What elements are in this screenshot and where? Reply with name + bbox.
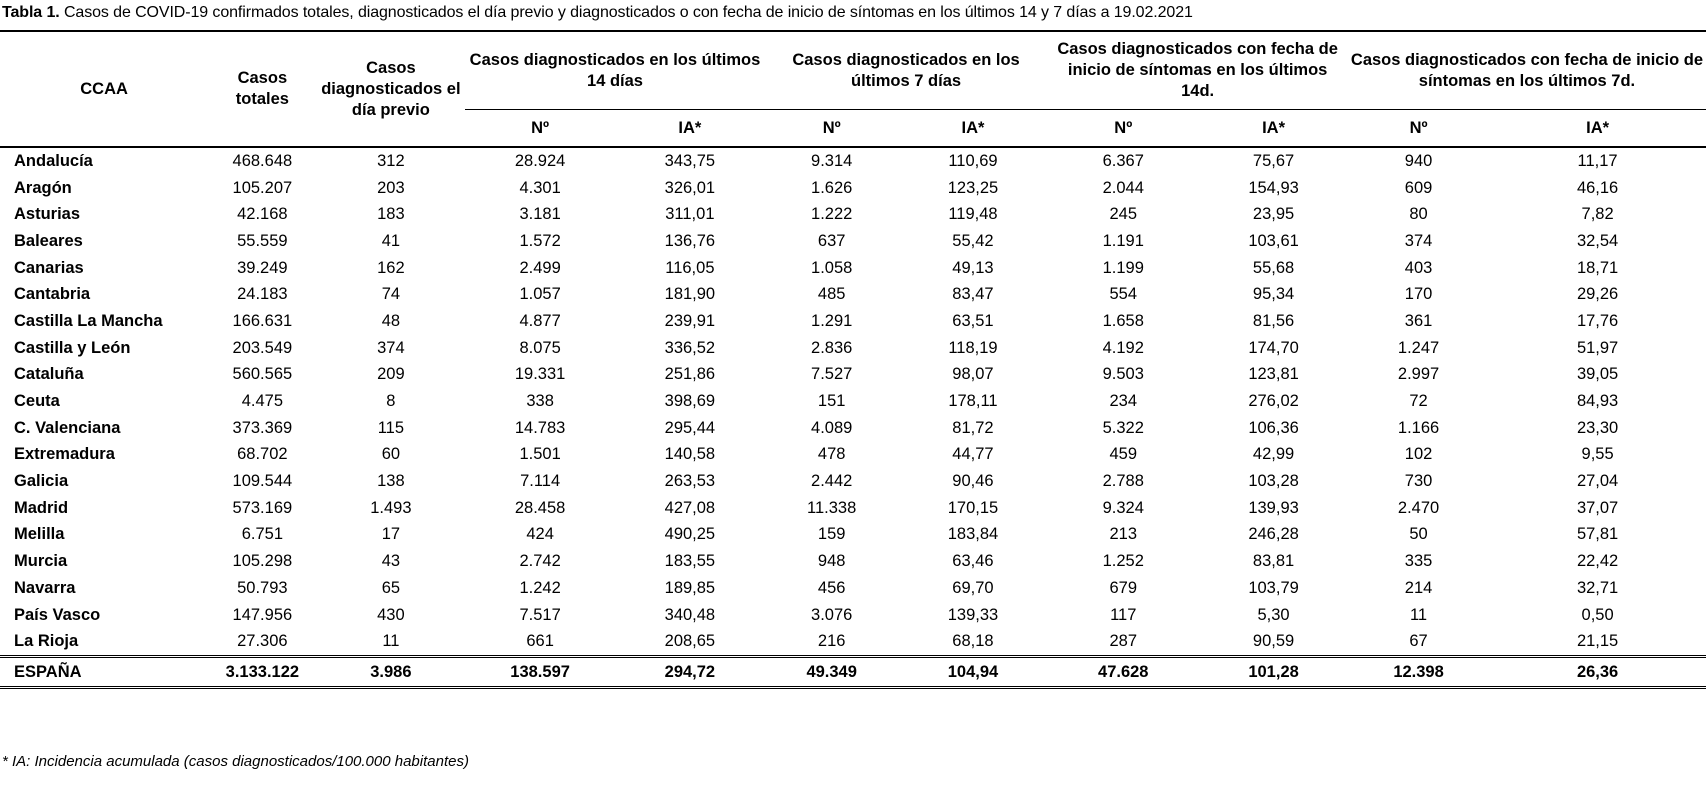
table-row bbox=[0, 308, 1706, 335]
cell-sint14-num: 287 bbox=[1109, 632, 1138, 651]
cell-sint7-num: 403 bbox=[1404, 258, 1433, 277]
header-num: Nº bbox=[822, 118, 841, 137]
cell-diag7-ia: 98,07 bbox=[952, 365, 994, 384]
cell-diag14-num: 1.057 bbox=[519, 285, 561, 304]
cell-diag14-num: 7.517 bbox=[519, 605, 561, 624]
cell-diag14-num: 14.783 bbox=[514, 418, 566, 437]
cell-sint14-num: 2.788 bbox=[1102, 472, 1144, 491]
cell-casos-totales: 42.168 bbox=[237, 205, 288, 224]
cell-ccaa: Castilla La Mancha bbox=[14, 311, 163, 330]
cell-diag7-num: 11.338 bbox=[807, 498, 857, 517]
cell-diag14-num: 28.924 bbox=[514, 151, 566, 170]
cell-sint7-num: 1.247 bbox=[1397, 338, 1440, 357]
cell-diag14-ia: 311,01 bbox=[665, 205, 715, 224]
cell-sint7-ia: 17,76 bbox=[1576, 311, 1619, 330]
cell-ccaa: C. Valenciana bbox=[14, 418, 121, 437]
cell-ccaa: Cantabria bbox=[14, 285, 91, 304]
cell-dia-previo: 60 bbox=[381, 445, 401, 464]
cell-diag14-num: 338 bbox=[526, 392, 554, 411]
cell-dia-previo: 48 bbox=[381, 311, 401, 330]
cell-sint7-num: 170 bbox=[1404, 285, 1433, 304]
cell-sint14-num: 6.367 bbox=[1102, 151, 1144, 170]
cell-diag7-ia: 183,84 bbox=[947, 525, 999, 544]
cell-sint14-ia: 154,93 bbox=[1248, 178, 1299, 197]
cell-diag7-ia: 104,94 bbox=[947, 662, 999, 681]
cell-sint7-num: 730 bbox=[1404, 472, 1433, 491]
cell-diag7-num: 4.089 bbox=[811, 418, 853, 437]
cell-diag7-num: 49.349 bbox=[806, 662, 857, 681]
cell-sint7-ia: 29,26 bbox=[1576, 285, 1619, 304]
header-ia: IA* bbox=[961, 118, 985, 137]
cell-casos-totales: 24.183 bbox=[237, 285, 288, 304]
cell-sint7-num: 1.166 bbox=[1397, 418, 1440, 437]
cell-sint14-num: 213 bbox=[1109, 525, 1138, 544]
header-sintomas-7d: Casos diagnosticados con fecha de inicio de síntomas en los últimos 7d. bbox=[1348, 31, 1706, 110]
cell-diag14-ia: 326,01 bbox=[664, 178, 716, 197]
cell-casos-totales: 203.549 bbox=[232, 338, 293, 357]
cell-diag7-num: 159 bbox=[817, 525, 846, 544]
cell-diag7-num: 216 bbox=[817, 632, 846, 651]
header-dia-previo: Casos diagnosticados el día previo bbox=[317, 31, 466, 147]
cell-diag14-num: 28.458 bbox=[514, 498, 566, 517]
cell-diag14-ia: 136,76 bbox=[664, 231, 716, 250]
table-row bbox=[0, 548, 1706, 575]
table-row bbox=[0, 175, 1706, 202]
cell-sint14-ia: 103,28 bbox=[1248, 472, 1299, 491]
cell-casos-totales: 105.298 bbox=[232, 552, 293, 571]
cell-diag14-ia: 251,86 bbox=[664, 365, 716, 384]
cell-sint14-num: 117 bbox=[1110, 605, 1137, 624]
cell-dia-previo: 43 bbox=[381, 552, 401, 571]
cell-diag7-ia: 68,18 bbox=[952, 632, 994, 651]
cell-diag14-ia: 490,25 bbox=[664, 525, 716, 544]
header-casos-totales: Casos totales bbox=[208, 31, 316, 147]
cell-diag7-ia: 55,42 bbox=[952, 231, 994, 250]
table-row bbox=[0, 442, 1706, 469]
cell-diag14-num: 661 bbox=[526, 632, 554, 651]
cell-sint14-ia: 90,59 bbox=[1252, 632, 1295, 651]
cell-sint14-num: 9.503 bbox=[1102, 365, 1144, 384]
cell-sint14-ia: 103,79 bbox=[1248, 578, 1299, 597]
cell-sint14-num: 1.191 bbox=[1102, 231, 1144, 250]
cell-sint7-num: 2.470 bbox=[1397, 498, 1440, 517]
cell-ccaa: Navarra bbox=[14, 578, 76, 597]
cell-diag14-ia: 295,44 bbox=[664, 418, 716, 437]
cell-sint14-num: 9.324 bbox=[1102, 498, 1144, 517]
cell-ccaa: Madrid bbox=[14, 498, 69, 517]
cell-sint14-ia: 55,68 bbox=[1252, 258, 1295, 277]
cell-sint7-ia: 11,17 bbox=[1577, 151, 1618, 170]
cell-sint7-ia: 9,55 bbox=[1581, 445, 1614, 464]
cell-diag7-num: 637 bbox=[817, 231, 846, 250]
cell-dia-previo: 3.986 bbox=[370, 662, 412, 681]
cell-ccaa: Andalucía bbox=[14, 151, 93, 170]
cell-diag14-ia: 263,53 bbox=[664, 472, 716, 491]
cell-diag14-num: 1.501 bbox=[519, 445, 561, 464]
cell-ccaa: Melilla bbox=[14, 525, 65, 544]
table-body bbox=[0, 147, 1706, 688]
cell-ccaa: Galicia bbox=[14, 472, 69, 491]
table-row bbox=[0, 335, 1706, 362]
cell-sint14-ia: 246,28 bbox=[1248, 525, 1299, 544]
cell-diag7-num: 1.058 bbox=[811, 258, 853, 277]
cell-diag14-num: 4.301 bbox=[519, 178, 561, 197]
cell-diag7-num: 1.626 bbox=[811, 178, 853, 197]
cell-diag14-ia: 239,91 bbox=[664, 311, 716, 330]
cell-sint14-ia: 103,61 bbox=[1248, 231, 1299, 250]
cell-sint14-num: 5.322 bbox=[1102, 418, 1144, 437]
table-row bbox=[0, 628, 1706, 656]
cell-casos-totales: 468.648 bbox=[232, 151, 293, 170]
cell-dia-previo: 162 bbox=[377, 258, 405, 277]
cell-ccaa: Extremadura bbox=[14, 445, 115, 464]
cell-diag14-ia: 343,75 bbox=[664, 151, 716, 170]
cell-diag14-ia: 340,48 bbox=[664, 605, 716, 624]
cell-diag14-ia: 140,58 bbox=[664, 445, 716, 464]
cell-diag14-num: 7.114 bbox=[520, 472, 561, 491]
cell-sint7-ia: 7,82 bbox=[1581, 205, 1614, 224]
cell-diag7-ia: 170,15 bbox=[947, 498, 999, 517]
cell-sint7-ia: 21,15 bbox=[1576, 632, 1619, 651]
table-caption bbox=[2, 4, 1193, 22]
cell-sint14-num: 234 bbox=[1109, 392, 1138, 411]
cell-diag7-ia: 63,51 bbox=[952, 311, 994, 330]
cell-diag14-num: 424 bbox=[526, 525, 554, 544]
cell-sint14-num: 1.199 bbox=[1102, 258, 1144, 277]
cell-casos-totales: 4.475 bbox=[241, 392, 283, 411]
cell-diag14-ia: 116,05 bbox=[665, 258, 715, 277]
cell-diag14-ia: 189,85 bbox=[664, 578, 716, 597]
cell-casos-totales: 68.702 bbox=[237, 445, 288, 464]
cell-sint7-num: 361 bbox=[1404, 311, 1433, 330]
cell-dia-previo: 203 bbox=[377, 178, 405, 197]
cell-diag7-ia: 110,69 bbox=[948, 151, 998, 170]
cell-diag14-num: 138.597 bbox=[510, 662, 570, 681]
table-row bbox=[0, 388, 1706, 415]
cell-diag14-ia: 181,90 bbox=[664, 285, 716, 304]
cell-sint14-ia: 81,56 bbox=[1252, 311, 1295, 330]
cell-dia-previo: 1.493 bbox=[370, 498, 412, 517]
cell-sint7-ia: 23,30 bbox=[1576, 418, 1619, 437]
cell-dia-previo: 8 bbox=[386, 392, 396, 411]
header-diag-7d: Casos diagnosticados en los últimos 7 días bbox=[765, 31, 1048, 110]
cell-sint7-num: 67 bbox=[1409, 632, 1428, 651]
cell-casos-totales: 166.631 bbox=[232, 311, 293, 330]
cell-sint14-num: 245 bbox=[1109, 205, 1138, 224]
table-row bbox=[0, 495, 1706, 522]
cell-sint14-ia: 106,36 bbox=[1248, 418, 1299, 437]
cell-sint7-ia: 51,97 bbox=[1576, 338, 1619, 357]
cell-diag14-num: 4.877 bbox=[519, 311, 561, 330]
cell-sint14-num: 1.658 bbox=[1102, 311, 1144, 330]
cell-sint7-ia: 27,04 bbox=[1576, 472, 1619, 491]
cell-diag7-num: 478 bbox=[817, 445, 846, 464]
cell-sint7-ia: 84,93 bbox=[1576, 392, 1619, 411]
cell-casos-totales: 55.559 bbox=[237, 231, 288, 250]
cell-sint7-num: 940 bbox=[1404, 151, 1433, 170]
cell-dia-previo: 11 bbox=[382, 632, 400, 651]
cell-ccaa: Canarias bbox=[14, 258, 84, 277]
table-row bbox=[0, 575, 1706, 602]
cell-sint7-ia: 32,54 bbox=[1576, 231, 1619, 250]
cell-diag7-num: 2.442 bbox=[811, 472, 853, 491]
cell-sint7-num: 2.997 bbox=[1397, 365, 1440, 384]
cell-dia-previo: 183 bbox=[377, 205, 405, 224]
cell-sint14-num: 4.192 bbox=[1102, 338, 1144, 357]
cell-diag7-ia: 44,77 bbox=[952, 445, 994, 464]
cell-sint14-num: 554 bbox=[1109, 285, 1138, 304]
cell-casos-totales: 27.306 bbox=[237, 632, 288, 651]
cell-dia-previo: 209 bbox=[377, 365, 405, 384]
header-sintomas-14d: Casos diagnosticados con fecha de inicio de síntomas en los últimos 14d. bbox=[1047, 31, 1348, 110]
cell-diag7-num: 2.836 bbox=[811, 338, 853, 357]
header-ia: IA* bbox=[1586, 118, 1610, 137]
cell-casos-totales: 373.369 bbox=[232, 418, 293, 437]
table-row bbox=[0, 228, 1706, 255]
header-num: Nº bbox=[1409, 118, 1428, 137]
cell-diag7-num: 151 bbox=[817, 392, 846, 411]
cell-sint7-ia: 32,71 bbox=[1576, 578, 1619, 597]
cell-ccaa: Ceuta bbox=[14, 392, 60, 411]
cell-diag14-ia: 427,08 bbox=[664, 498, 716, 517]
table-row bbox=[0, 201, 1706, 228]
table-row bbox=[0, 415, 1706, 442]
cell-sint14-num: 679 bbox=[1109, 578, 1138, 597]
caption-text: Casos de COVID-19 confirmados totales, diagnosticados el día previo y diagnosticados o con fecha de inicio de síntomas en los últimos 14 y 7 días a 19.02.2021 bbox=[63, 4, 1193, 21]
cell-diag14-ia: 183,55 bbox=[664, 552, 716, 571]
table-row bbox=[0, 602, 1706, 629]
cell-casos-totales: 39.249 bbox=[237, 258, 288, 277]
cell-diag7-num: 1.291 bbox=[811, 311, 853, 330]
cell-casos-totales: 3.133.122 bbox=[225, 662, 300, 681]
cell-casos-totales: 147.956 bbox=[232, 605, 293, 624]
cell-diag7-num: 1.222 bbox=[811, 205, 853, 224]
cell-diag14-num: 8.075 bbox=[519, 338, 561, 357]
table-row bbox=[0, 522, 1706, 549]
header-num: Nº bbox=[1114, 118, 1133, 137]
cell-sint14-ia: 101,28 bbox=[1248, 662, 1299, 681]
cell-diag7-num: 9.314 bbox=[811, 151, 853, 170]
cell-sint7-num: 80 bbox=[1409, 205, 1428, 224]
cell-casos-totales: 105.207 bbox=[232, 178, 293, 197]
cell-sint7-ia: 18,71 bbox=[1576, 258, 1619, 277]
cell-dia-previo: 115 bbox=[377, 418, 405, 437]
cell-ccaa: Murcia bbox=[14, 552, 68, 571]
cell-diag7-ia: 178,11 bbox=[948, 392, 998, 411]
table-row bbox=[0, 468, 1706, 495]
cell-diag7-ia: 90,46 bbox=[952, 472, 994, 491]
header-ia: IA* bbox=[1262, 118, 1286, 137]
cell-diag7-ia: 118,19 bbox=[948, 338, 998, 357]
cell-sint7-num: 50 bbox=[1409, 525, 1428, 544]
cell-ccaa: Aragón bbox=[14, 178, 72, 197]
header-ia: IA* bbox=[678, 118, 702, 137]
cell-sint7-ia: 26,36 bbox=[1576, 662, 1619, 681]
cell-sint14-ia: 23,95 bbox=[1252, 205, 1295, 224]
cell-sint14-ia: 174,70 bbox=[1248, 338, 1299, 357]
cell-sint7-num: 335 bbox=[1404, 552, 1433, 571]
cell-dia-previo: 374 bbox=[377, 338, 405, 357]
cell-ccaa: Castilla y León bbox=[14, 338, 131, 357]
footnote: * IA: Incidencia acumulada (casos diagnosticados/100.000 habitantes) bbox=[2, 753, 469, 770]
cell-sint7-num: 11 bbox=[1409, 605, 1428, 624]
cell-diag7-ia: 123,25 bbox=[947, 178, 999, 197]
cell-sint14-ia: 5,30 bbox=[1257, 605, 1290, 624]
cell-ccaa: Cataluña bbox=[14, 365, 84, 384]
cell-casos-totales: 6.751 bbox=[241, 525, 283, 544]
covid-cases-table bbox=[0, 30, 1706, 689]
cell-sint14-num: 2.044 bbox=[1102, 178, 1144, 197]
cell-casos-totales: 560.565 bbox=[232, 365, 293, 384]
cell-sint14-ia: 83,81 bbox=[1252, 552, 1295, 571]
cell-ccaa: ESPAÑA bbox=[14, 662, 82, 681]
cell-sint14-ia: 75,67 bbox=[1252, 151, 1295, 170]
cell-sint7-ia: 22,42 bbox=[1576, 552, 1619, 571]
cell-dia-previo: 138 bbox=[377, 472, 405, 491]
cell-ccaa: Asturias bbox=[14, 205, 81, 224]
cell-sint7-num: 374 bbox=[1404, 231, 1433, 250]
cell-diag7-num: 948 bbox=[817, 552, 846, 571]
header-ccaa: CCAA bbox=[0, 31, 208, 147]
cell-diag7-num: 485 bbox=[817, 285, 846, 304]
cell-diag7-ia: 63,46 bbox=[952, 552, 994, 571]
cell-sint14-ia: 42,99 bbox=[1252, 445, 1295, 464]
table-row-total bbox=[0, 657, 1706, 688]
cell-sint7-num: 102 bbox=[1404, 445, 1433, 464]
cell-sint14-num: 459 bbox=[1109, 445, 1138, 464]
header-row-groups bbox=[0, 31, 1706, 110]
cell-sint7-num: 12.398 bbox=[1393, 662, 1444, 681]
cell-sint7-ia: 0,50 bbox=[1581, 605, 1614, 624]
table-row bbox=[0, 255, 1706, 282]
cell-ccaa: País Vasco bbox=[14, 605, 101, 624]
cell-diag14-ia: 398,69 bbox=[664, 392, 716, 411]
cell-sint14-ia: 95,34 bbox=[1252, 285, 1295, 304]
cell-sint7-ia: 37,07 bbox=[1576, 498, 1619, 517]
cell-sint7-ia: 46,16 bbox=[1576, 178, 1619, 197]
cell-dia-previo: 74 bbox=[381, 285, 401, 304]
cell-sint7-ia: 39,05 bbox=[1576, 365, 1619, 384]
cell-sint14-ia: 276,02 bbox=[1248, 392, 1299, 411]
cell-diag7-ia: 83,47 bbox=[952, 285, 994, 304]
cell-sint7-num: 72 bbox=[1409, 392, 1428, 411]
cell-diag7-ia: 49,13 bbox=[952, 258, 994, 277]
cell-casos-totales: 50.793 bbox=[237, 578, 288, 597]
cell-diag14-num: 1.242 bbox=[519, 578, 561, 597]
cell-diag7-num: 456 bbox=[817, 578, 846, 597]
cell-diag14-ia: 294,72 bbox=[664, 662, 716, 681]
cell-dia-previo: 41 bbox=[381, 231, 401, 250]
cell-diag14-num: 2.742 bbox=[519, 552, 561, 571]
table-row bbox=[0, 147, 1706, 175]
cell-dia-previo: 312 bbox=[377, 151, 405, 170]
header-num: Nº bbox=[531, 118, 550, 137]
cell-sint7-num: 609 bbox=[1404, 178, 1433, 197]
cell-diag7-ia: 69,70 bbox=[952, 578, 994, 597]
cell-casos-totales: 109.544 bbox=[232, 472, 293, 491]
cell-casos-totales: 573.169 bbox=[232, 498, 293, 517]
cell-diag14-num: 1.572 bbox=[519, 231, 561, 250]
cell-ccaa: Baleares bbox=[14, 231, 83, 250]
cell-diag7-ia: 139,33 bbox=[947, 605, 999, 624]
cell-diag14-num: 19.331 bbox=[514, 365, 566, 384]
cell-diag14-ia: 336,52 bbox=[664, 338, 716, 357]
cell-diag14-num: 3.181 bbox=[519, 205, 561, 224]
cell-diag14-num: 2.499 bbox=[519, 258, 561, 277]
cell-sint7-ia: 57,81 bbox=[1576, 525, 1619, 544]
cell-sint14-ia: 123,81 bbox=[1248, 365, 1299, 384]
cell-diag7-ia: 81,72 bbox=[952, 418, 994, 437]
table-row bbox=[0, 281, 1706, 308]
header-diag-14d: Casos diagnosticados en los últimos 14 días bbox=[465, 31, 765, 110]
cell-dia-previo: 65 bbox=[381, 578, 401, 597]
cell-diag7-num: 7.527 bbox=[811, 365, 853, 384]
cell-sint14-ia: 139,93 bbox=[1248, 498, 1299, 517]
caption-label: Tabla 1. bbox=[2, 4, 60, 21]
cell-diag7-num: 3.076 bbox=[811, 605, 853, 624]
cell-sint14-num: 1.252 bbox=[1102, 552, 1144, 571]
cell-dia-previo: 17 bbox=[381, 525, 401, 544]
cell-dia-previo: 430 bbox=[377, 605, 405, 624]
table-row bbox=[0, 362, 1706, 389]
cell-sint7-num: 214 bbox=[1404, 578, 1433, 597]
cell-sint14-num: 47.628 bbox=[1098, 662, 1149, 681]
cell-ccaa: La Rioja bbox=[14, 632, 79, 651]
cell-diag7-ia: 119,48 bbox=[948, 205, 998, 224]
cell-diag14-ia: 208,65 bbox=[664, 632, 716, 651]
